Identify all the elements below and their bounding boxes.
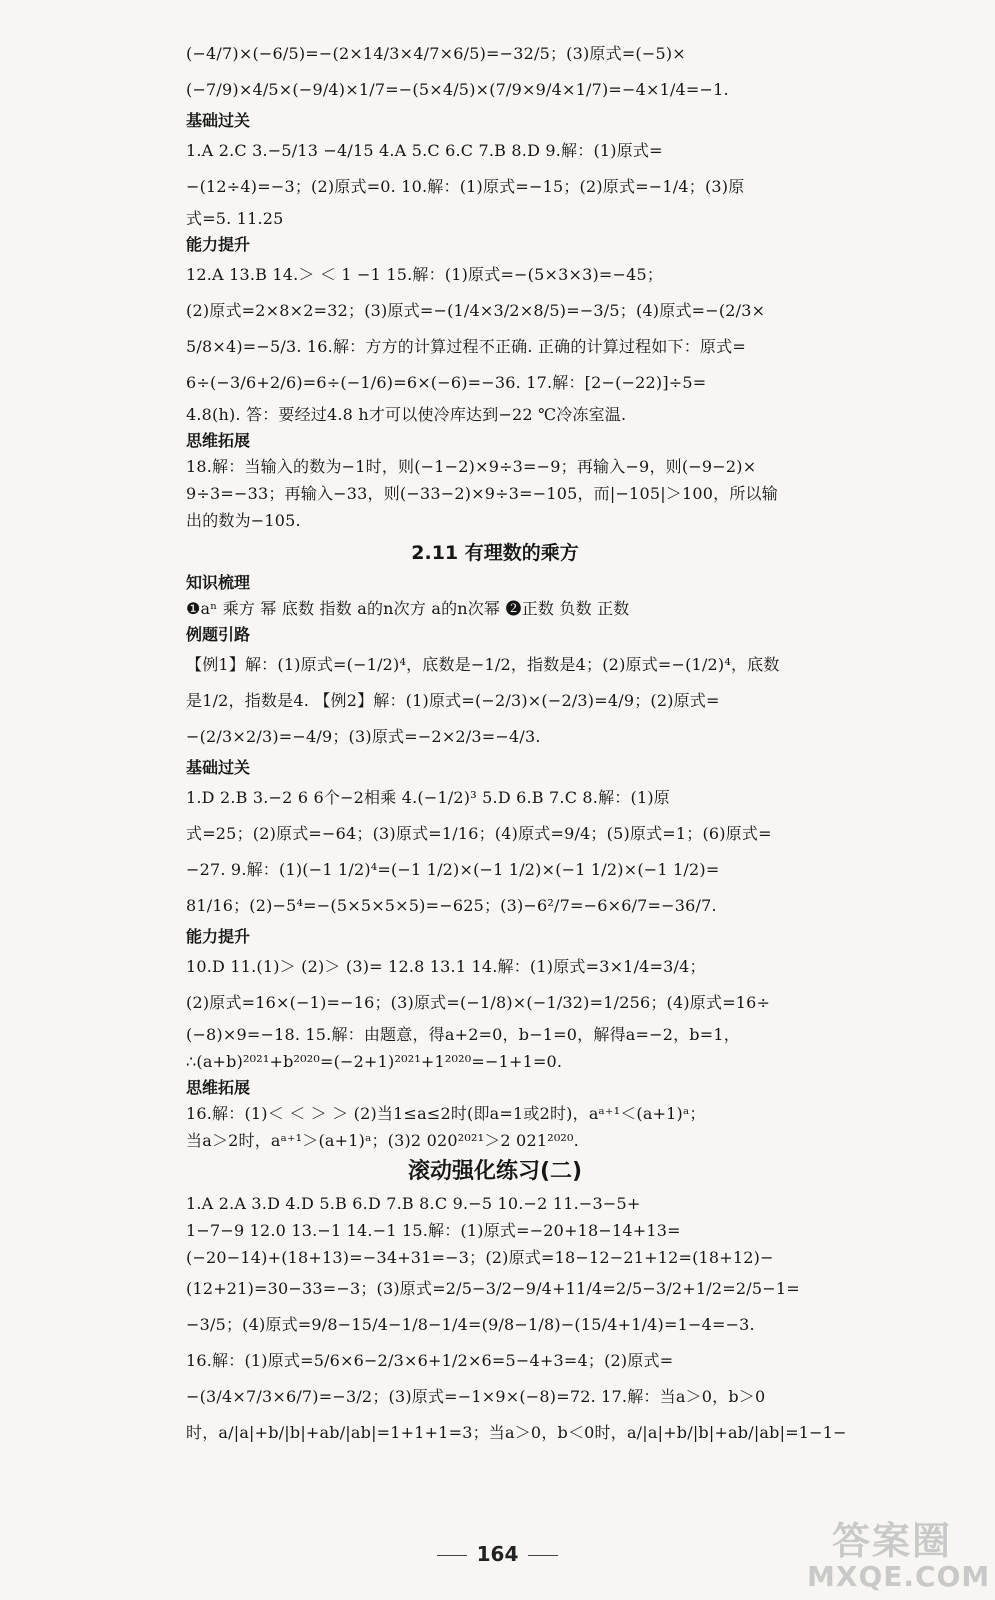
text-line: (12+21)=30−33=−3；(3)原式=2/5−3/2−9/4+11/4=2/5−3/2+1/2=2/5−1= [186,1279,800,1298]
text-line: ∴(a+b)²⁰²¹+b²⁰²⁰=(−2+1)²⁰²¹+1²⁰²⁰=−1+1=0. [186,1052,563,1071]
text-line: 81/16；(2)−5⁴=−(5×5×5×5)=−625；(3)−6²/7=−6×6/7=−36/7. [186,896,717,915]
watermark-logo-text: 答案圈 [831,1519,952,1563]
text-line: (−8)×9=−18. 15.解：由题意，得a+2=0，b−1=0，解得a=−2，b=1， [186,1025,740,1044]
text-line: 1.A 2.C 3.−5/13 −4/15 4.A 5.C 6.C 7.B 8.D 9.解：(1)原式= [186,141,663,160]
text-line: 10.D 11.(1)＞ (2)＞ (3)= 12.8 13.1 14.解：(1)原式=3×1/4=3/4； [186,957,706,976]
text-line: 出的数为−105. [186,511,301,530]
text-line: 16.解：(1)原式=5/6×6−2/3×6+1/2×6=5−4+3=4；(2)原式= [186,1351,674,1370]
text-line: 12.A 13.B 14.＞ ＜ 1 −1 15.解：(1)原式=−(5×3×3)=−45； [186,265,664,284]
section-heading-basic: 基础过关 [186,111,251,130]
text-line: (2)原式=2×8×2=32；(3)原式=−(1/4×3/2×8/5)=−3/5；(4)原式=−(2/3× [186,301,766,320]
section-heading-knowledge: 知识梳理 [186,573,251,592]
section-heading-thinking: 思维拓展 [186,1078,251,1097]
text-line: 4.8(h). 答：要经过4.8 h才可以使冷库达到−22 ℃冷冻室温. [186,405,627,424]
section-heading-ability: 能力提升 [186,927,251,946]
section-title: 滚动强化练习(二) [407,1159,583,1184]
text-line: 18.解：当输入的数为−1时，则(−1−2)×9÷3=−9；再输入−9，则(−9−2)× [186,457,757,476]
section-heading-thinking: 思维拓展 [186,431,251,450]
dash-right [528,1555,558,1556]
text-line: 【例1】解：(1)原式=(−1/2)⁴，底数是−1/2，指数是4；(2)原式=−(1/2)⁴，底数 [186,655,780,674]
text-line: (2)原式=16×(−1)=−16；(3)原式=(−1/8)×(−1/32)=1/256；(4)原式=16÷ [186,993,771,1012]
text-line: −(2/3×2/3)=−4/9；(3)原式=−2×2/3=−4/3. [186,727,541,746]
text-line: 式=5. 11.25 [186,209,284,228]
text-line: 9÷3=−33；再输入−33，则(−33−2)×9÷3=−105，而|−105|＞100，所以输 [186,484,778,503]
text-line: 6÷(−3/6+2/6)=6÷(−1/6)=6×(−6)=−36. 17.解：[2−(−22)]÷5= [186,373,707,392]
text-line: 当a＞2时，aᵃ⁺¹＞(a+1)ᵃ；(3)2 020²⁰²¹＞2 021²⁰²⁰. [186,1131,579,1150]
section-title: 2.11 有理数的乘方 [411,542,579,564]
text-line: 式=25；(2)原式=−64；(3)原式=1/16；(4)原式=9/4；(5)原式=1；(6)原式= [186,824,772,843]
text-line: 1.A 2.A 3.D 4.D 5.B 6.D 7.B 8.C 9.−5 10.−2 11.−3−5+ [186,1194,641,1213]
text-line: −3/5；(4)原式=9/8−15/4−1/8−1/4=(9/8−1/8)−(15/4+1/4)=1−4=−3. [186,1315,755,1334]
page-number-text: 164 [476,1542,519,1566]
section-heading-examples: 例题引路 [186,625,251,644]
text-line: 是1/2，指数是4. 【例2】解：(1)原式=(−2/3)×(−2/3)=4/9；(2)原式= [186,691,720,710]
dash-left [437,1555,467,1556]
text-line: 16.解：(1)＜ ＜ ＞ ＞ (2)当1≤a≤2时(即a=1或2时)，aᵃ⁺¹＜(a+1)ᵃ； [186,1104,706,1123]
text-line: −(12÷4)=−3；(2)原式=0. 10.解：(1)原式=−15；(2)原式=−1/4；(3)原 [186,177,745,196]
text-line: 1.D 2.B 3.−2 6 6个−2相乘 4.(−1/2)³ 5.D 6.B 7.C 8.解：(1)原 [186,788,670,807]
section-heading-basic: 基础过关 [186,758,251,777]
text-line: (−7/9)×4/5×(−9/4)×1/7=−(5×4/5)×(7/9×9/4×1/7)=−4×1/4=−1. [186,80,729,99]
text-line: (−4/7)×(−6/5)=−(2×14/3×4/7×6/5)=−32/5；(3)原式=(−5)× [186,44,686,63]
watermark-url: MXQE.COM [807,1560,991,1593]
text-line: 时，a/|a|+b/|b|+ab/|ab|=1+1+1=3；当a＞0，b＜0时，a/|a|+b/|b|+ab/|ab|=1−1− [186,1423,847,1442]
text-line: −27. 9.解：(1)(−1 1/2)⁴=(−1 1/2)×(−1 1/2)×(−1 1/2)×(−1 1/2)= [186,860,720,879]
watermark [807,1519,991,1593]
page-content [186,36,847,1451]
text-line: ❶aⁿ 乘方 幂 底数 指数 a的n次方 a的n次幂 ❷正数 负数 正数 [186,599,630,618]
text-line: 5/8×4)=−5/3. 16.解：方方的计算过程不正确. 正确的计算过程如下：原式= [186,337,746,356]
text-line: −(3/4×7/3×6/7)=−3/2；(3)原式=−1×9×(−8)=72. 17.解：当a＞0，b＞0 [186,1387,766,1406]
text-line: 1−7−9 12.0 13.−1 14.−1 15.解：(1)原式=−20+18−14+13= [186,1221,681,1240]
section-heading-ability: 能力提升 [186,235,251,254]
text-line: (−20−14)+(18+13)=−34+31=−3；(2)原式=18−12−21+12=(18+12)− [186,1248,774,1267]
